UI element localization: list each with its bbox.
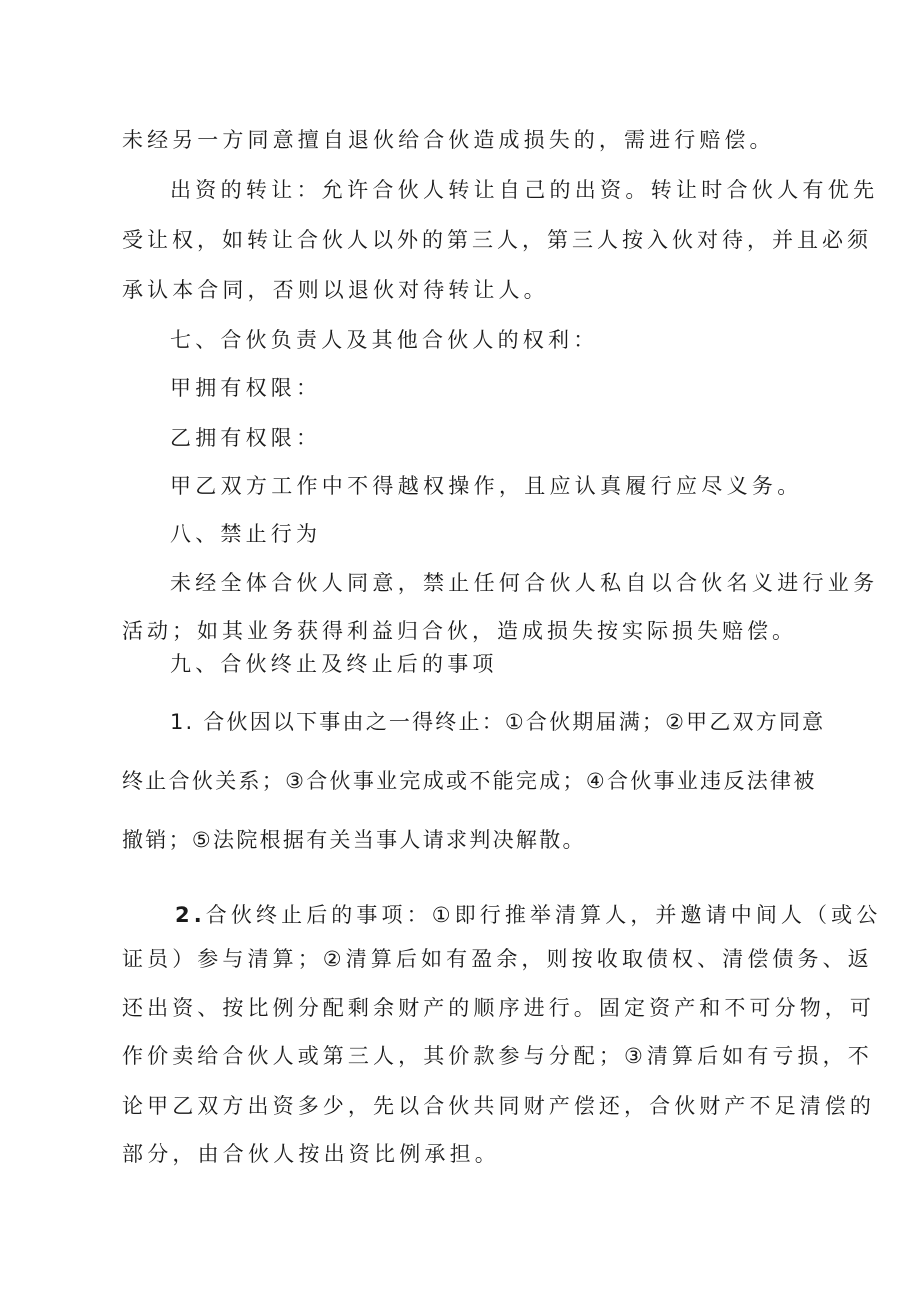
list-item-one-line: 终止合伙关系；③合伙事业完成或不能完成；④合伙事业违反法律被 (122, 769, 817, 793)
list-item-two-number: 2. (175, 903, 206, 927)
paragraph-line: 未经另一方同意擅自退伙给合伙造成损失的，需进行赔偿。 (122, 128, 775, 152)
list-item-two-line: 还出资、按比例分配剩余财产的顺序进行。固定资产和不可分物，可 (122, 996, 875, 1020)
section-heading-eight: 八、禁止行为 (170, 522, 322, 546)
section-heading-seven: 七、合伙负责人及其他合伙人的权利： (170, 328, 599, 352)
paragraph-line: 活动；如其业务获得利益归合伙，造成损失按实际损失赔偿。 (122, 619, 797, 643)
list-item-one-line: 1. 合伙因以下事由之一得终止：①合伙期届满；②甲乙双方同意 (170, 710, 826, 734)
list-item-two-line: 证员）参与清算；②清算后如有盈余，则按收取债权、清偿债务、返 (122, 947, 873, 971)
list-item-two-line: 论甲乙双方出资多少，先以合伙共同财产偿还，合伙财产不足清偿的 (122, 1094, 875, 1118)
section-heading-nine: 九、合伙终止及终止后的事项 (170, 652, 498, 676)
paragraph-line: 受让权，如转让合伙人以外的第三人，第三人按入伙对待，并且必须 (122, 228, 872, 252)
paragraph-line: 甲乙双方工作中不得越权操作，且应认真履行应尽义务。 (170, 474, 803, 498)
list-item-two-text: 合伙终止后的事项：①即行推举清算人，并邀请中间人（或公 (205, 903, 882, 927)
list-item-one-line: 撤销；⑤法院根据有关当事人请求判决解散。 (122, 828, 586, 852)
paragraph-line: 出资的转让：允许合伙人转让自己的出资。转让时合伙人有优先 (170, 178, 879, 202)
list-item-two-line: 部分，由合伙人按出资比例承担。 (122, 1142, 500, 1166)
list-item-two-line: 作价卖给合伙人或第三人，其价款参与分配；③清算后如有亏损，不 (122, 1044, 873, 1068)
list-item-two-line (175, 901, 881, 929)
paragraph-line: 承认本合同，否则以退伙对待转让人。 (122, 278, 549, 302)
paragraph-line: 甲拥有权限： (170, 376, 322, 400)
paragraph-line: 未经全体合伙人同意，禁止任何合伙人私自以合伙名义进行业务 (170, 571, 879, 595)
paragraph-line: 乙拥有权限： (170, 426, 322, 450)
